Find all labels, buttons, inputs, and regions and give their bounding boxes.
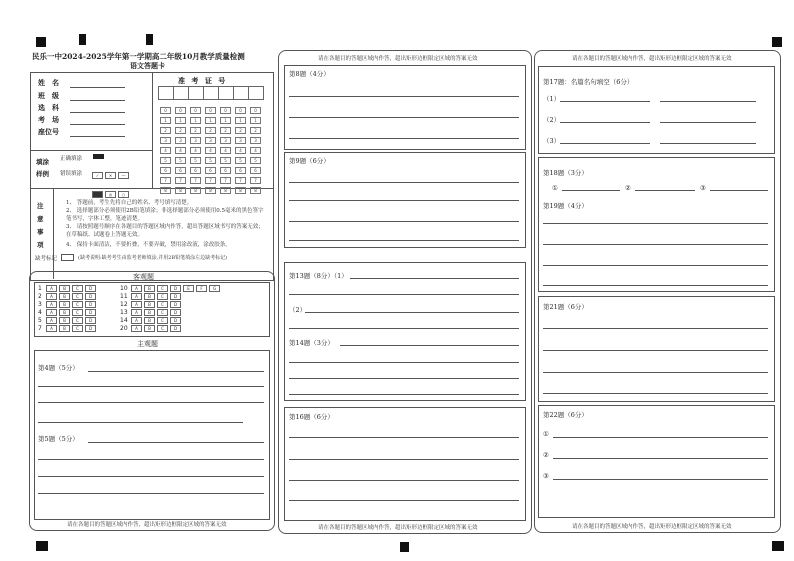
- q13-part2-label: （2）: [289, 306, 307, 314]
- fill-example-heading: 填涂样例: [36, 158, 49, 178]
- correct-fill-sample: [93, 154, 104, 159]
- answer-line[interactable]: [340, 345, 519, 346]
- boundary-warning: 请在各题目的答题区域内作答，超出矩形边框限定区域的答案无效: [572, 56, 732, 62]
- answer-line[interactable]: [289, 480, 519, 481]
- q22-item-label: ③: [543, 472, 549, 480]
- answer-line[interactable]: [543, 393, 768, 394]
- answer-line[interactable]: [289, 378, 519, 379]
- exam-id-cells: [158, 86, 268, 99]
- alignment-mark: [146, 34, 153, 45]
- answer-line[interactable]: [38, 402, 264, 403]
- wrong-fill-label: 错误填涂: [60, 171, 83, 177]
- answer-line[interactable]: [560, 122, 650, 123]
- answer-line[interactable]: [289, 500, 519, 501]
- q8-label: 第8题（4分）: [289, 70, 330, 78]
- answer-line[interactable]: [289, 182, 519, 183]
- boundary-warning: 请在各题目的答题区域内作答，超出矩形边框限定区域的答案无效: [572, 524, 732, 530]
- correct-fill-label: 正确填涂: [60, 156, 83, 162]
- alignment-mark: [772, 37, 782, 47]
- note-item: 2、 选择题部分必须使用2B铅笔填涂；非选择题部分必须使用0.5毫米的黑色签字笔书写，字体工整，笔迹清楚。: [66, 208, 264, 222]
- answer-line[interactable]: [88, 371, 264, 372]
- answer-line[interactable]: [543, 285, 768, 286]
- subject-label: 选 科: [38, 103, 59, 112]
- q18-item-label: ②: [625, 184, 631, 192]
- q21-box: [538, 296, 775, 402]
- objective-row[interactable]: 14 A B C D: [120, 317, 183, 324]
- seat-field[interactable]: [70, 136, 125, 137]
- answer-line[interactable]: [38, 459, 264, 460]
- class-field[interactable]: [70, 100, 125, 101]
- q17-item-label: （1）: [543, 95, 561, 103]
- boundary-warning: 请在各题目的答题区域内作答，超出矩形边框限定区域的答案无效: [318, 525, 478, 531]
- answer-line[interactable]: [289, 240, 519, 241]
- q9-label: 第9题（6分）: [289, 157, 330, 165]
- objective-row[interactable]: 4 A B C D: [38, 309, 98, 316]
- absent-label: 缺考标记: [35, 256, 58, 262]
- answer-line[interactable]: [289, 328, 519, 329]
- answer-line[interactable]: [38, 476, 264, 477]
- objective-row[interactable]: 7 A B C D: [38, 325, 98, 332]
- absent-checkbox[interactable]: [61, 254, 74, 261]
- subject-field[interactable]: [70, 112, 125, 113]
- answer-line[interactable]: [38, 493, 264, 494]
- exam-id-label: 准 考 证 号: [178, 76, 228, 85]
- objective-heading: 客观题: [133, 273, 154, 281]
- q13-q14-box: [284, 262, 526, 401]
- answer-line[interactable]: [560, 143, 650, 144]
- q22-item-label: ②: [543, 451, 549, 459]
- subjective-heading: 主观题: [137, 340, 158, 348]
- q22-item-label: ①: [543, 430, 549, 438]
- q18-item-label: ③: [700, 184, 706, 192]
- answer-line[interactable]: [543, 265, 768, 266]
- answer-line[interactable]: [553, 437, 768, 438]
- answer-line[interactable]: [289, 200, 519, 201]
- q22-box: [538, 405, 775, 518]
- answer-line[interactable]: [350, 278, 519, 279]
- name-label: 姓 名: [38, 78, 59, 87]
- q16-label: 第16题（6分）: [289, 413, 334, 421]
- answer-line[interactable]: [289, 362, 519, 363]
- answer-line[interactable]: [289, 221, 519, 222]
- q5-label: 第5题（5分）: [38, 435, 79, 443]
- answer-line[interactable]: [660, 101, 756, 102]
- q4-label: 第4题（5分）: [38, 364, 79, 372]
- answer-line[interactable]: [289, 394, 519, 395]
- answer-line[interactable]: [289, 96, 519, 97]
- answer-line[interactable]: [710, 190, 768, 191]
- q18-item-label: ①: [552, 184, 558, 192]
- seat-label: 座位号: [38, 127, 59, 136]
- answer-line[interactable]: [38, 422, 243, 423]
- q21-label: 第21题（6分）: [543, 303, 588, 311]
- answer-line[interactable]: [289, 459, 519, 460]
- q17-label: 第17题：名篇名句填空（6分）: [543, 78, 634, 86]
- room-field[interactable]: [70, 124, 125, 125]
- q13-label: 第13题（8分）（1）: [289, 272, 348, 280]
- name-field[interactable]: [70, 87, 125, 88]
- answer-line[interactable]: [553, 458, 768, 459]
- answer-line[interactable]: [660, 122, 756, 123]
- objective-row[interactable]: 3 A B C D: [38, 301, 98, 308]
- note-item: 4、 保持卡面清洁，不要折叠，不要弄破，禁用涂改液，涂改胶条。: [66, 242, 231, 248]
- answer-line[interactable]: [560, 101, 650, 102]
- q22-label: 第22题（6分）: [543, 411, 588, 419]
- absent-description: (缺考说明:缺考考生由监考老师填涂,并用2B铅笔填涂左边缺考标记): [78, 255, 228, 261]
- answer-line[interactable]: [660, 143, 756, 144]
- objective-row[interactable]: 5 A B C D: [38, 317, 98, 324]
- alignment-mark: [36, 541, 48, 551]
- answer-line[interactable]: [38, 386, 264, 387]
- room-label: 考 场: [38, 115, 59, 124]
- answer-line[interactable]: [543, 328, 768, 329]
- q17-item-label: （2）: [543, 116, 561, 124]
- alignment-mark: [400, 542, 409, 552]
- answer-line[interactable]: [543, 223, 768, 224]
- objective-row[interactable]: 12 A B C D: [120, 301, 183, 308]
- note-item: 3、 请按照题号顺序在各题目的答题区域内作答，超出答题区域书写的答案无效；在草稿纸、试题卷上答题无效。: [66, 224, 264, 238]
- objective-row[interactable]: 1 A B C D: [38, 285, 98, 292]
- q18-label: 第18题（3分）: [543, 169, 588, 177]
- alignment-mark: [36, 37, 46, 47]
- answer-line[interactable]: [543, 350, 768, 351]
- alignment-mark: [79, 34, 86, 45]
- boundary-warning: 请在各题目的答题区域内作答，超出矩形边框限定区域的答案无效: [318, 56, 478, 62]
- q17-item-label: （3）: [543, 137, 561, 145]
- alignment-mark: [772, 541, 784, 551]
- exam-title: 民乐一中2024-2025学年第一学期高二年级10月教学质量检测: [32, 52, 245, 61]
- answer-line[interactable]: [289, 138, 519, 139]
- objective-row[interactable]: 10 A B C D E F G: [120, 285, 222, 292]
- wrong-fill-samples: ✓ ✕ — ◎ ○: [92, 165, 132, 203]
- answer-line[interactable]: [289, 117, 519, 118]
- answer-line[interactable]: [543, 244, 768, 245]
- answer-line[interactable]: [562, 190, 620, 191]
- answer-line[interactable]: [289, 437, 519, 438]
- objective-row[interactable]: 13 A B C D: [120, 309, 183, 316]
- objective-row[interactable]: 20 A B C D: [120, 325, 183, 332]
- class-label: 班 级: [38, 91, 59, 100]
- q16-box: [284, 407, 526, 521]
- objective-row[interactable]: 11 A B C D: [120, 293, 183, 300]
- answer-line[interactable]: [289, 294, 519, 295]
- notes-heading: 注意事项: [37, 202, 44, 249]
- objective-row[interactable]: 2 A B C D: [38, 293, 98, 300]
- boundary-warning: 请在各题目的答题区域内作答，超出矩形边框限定区域的答案无效: [67, 522, 227, 528]
- answer-line[interactable]: [635, 190, 695, 191]
- answer-line[interactable]: [543, 372, 768, 373]
- exam-id-bubbles[interactable]: 0 1 2 3 4 5 6 7 8 0 1 2 3 4 5 6 7 8 0 1 2 3 4 5 6 7 8 0 1 2 3 4 5 6 7 8 0 1 2 3 4 5 6 7 8 0 1 2 3 4 5 6 7 8 0 1 2 3 4 5 6 7 8: [160, 107, 270, 185]
- answer-line[interactable]: [305, 312, 519, 313]
- q18-q19-box: [538, 157, 775, 292]
- q19-label: 第19题（4分）: [543, 202, 588, 210]
- sheet-subtitle: 语文答题卡: [130, 61, 165, 70]
- note-item: 1、 答题前，考生先将自己的姓名、考号填写清楚。: [66, 200, 193, 206]
- answer-line[interactable]: [88, 442, 264, 443]
- q14-label: 第14题（3分）: [289, 339, 334, 347]
- answer-line[interactable]: [553, 479, 768, 480]
